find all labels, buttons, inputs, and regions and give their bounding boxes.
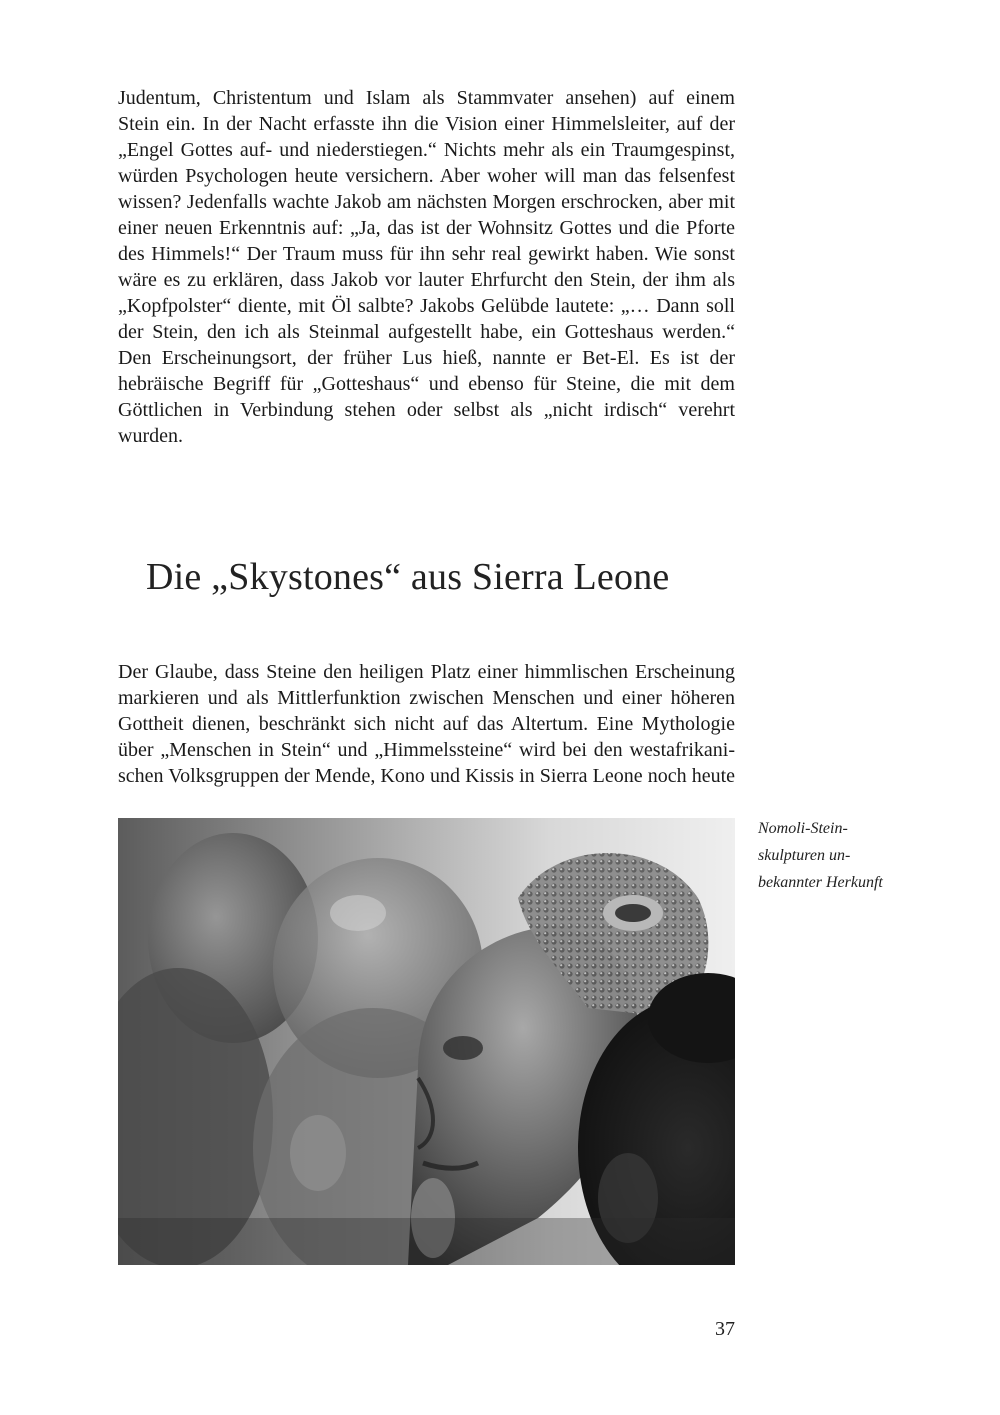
body-paragraph-2 <box>118 659 735 789</box>
sculpture-photo-illustration <box>118 818 735 1265</box>
caption-line: skulpturen un- <box>758 847 851 864</box>
body-paragraph-1 <box>118 85 735 449</box>
text-line: einer neuen Erkenntnis auf: „Ja, das ist der Wohnsitz Gottes und die Pforte <box>118 217 735 239</box>
text-line: Judentum, Christentum und Islam als Stammvater ansehen) auf einem <box>118 87 735 109</box>
text-line: Gottheit dienen, beschränkt sich nicht auf das Altertum. Eine Mythologie <box>118 713 735 735</box>
text-line: Der Glaube, dass Steine den heiligen Platz einer himmlischen Erscheinung <box>118 661 735 683</box>
text-line: „Kopfpolster“ diente, mit Öl salbte? Jakobs Gelübde lautete: „… Dann soll <box>118 295 735 317</box>
sculpture-photo <box>118 818 735 1265</box>
text-line: Den Erscheinungsort, der früher Lus hieß, nannte er Bet-El. Es ist der <box>118 347 735 369</box>
text-line: wäre es zu erklären, dass Jakob vor lauter Ehrfurcht den Stein, der ihm als <box>118 269 735 291</box>
caption-line: Nomoli-Stein- <box>758 820 848 837</box>
text-line: markieren und als Mittlerfunktion zwischen Menschen und einer höheren <box>118 687 735 709</box>
caption-line: bekannter Herkunft <box>758 874 883 891</box>
text-line: wissen? Jedenfalls wachte Jakob am nächsten Morgen erschrocken, aber mit <box>118 191 735 213</box>
section-heading: Die „Skystones“ aus Sierra Leone <box>146 556 670 598</box>
page-number: 37 <box>715 1318 735 1340</box>
text-line: Göttlichen in Verbindung stehen oder selbst als „nicht irdisch“ verehrt <box>118 399 735 421</box>
text-line: Stein ein. In der Nacht erfasste ihn die Vision einer Himmelsleiter, auf der <box>118 113 735 135</box>
text-line: würden Psychologen heute versichern. Aber woher will man das felsenfest <box>118 165 735 187</box>
text-line: des Himmels!“ Der Traum muss für ihn sehr real gewirkt haben. Wie sonst <box>118 243 735 265</box>
text-line: über „Menschen in Stein“ und „Himmelssteine“ wird bei den westafrikani- <box>118 739 735 761</box>
text-line: schen Volksgruppen der Mende, Kono und Kissis in Sierra Leone noch heute <box>118 765 735 787</box>
text-line: der Stein, den ich als Steinmal aufgestellt habe, ein Gotteshaus werden.“ <box>118 321 735 343</box>
text-line: wurden. <box>118 425 183 447</box>
text-line: hebräische Begriff für „Gotteshaus“ und ebenso für Steine, die mit dem <box>118 373 735 395</box>
text-line: „Engel Gottes auf- und niederstiegen.“ Nichts mehr als ein Traumgespinst, <box>118 139 735 161</box>
photo-caption <box>758 815 908 896</box>
